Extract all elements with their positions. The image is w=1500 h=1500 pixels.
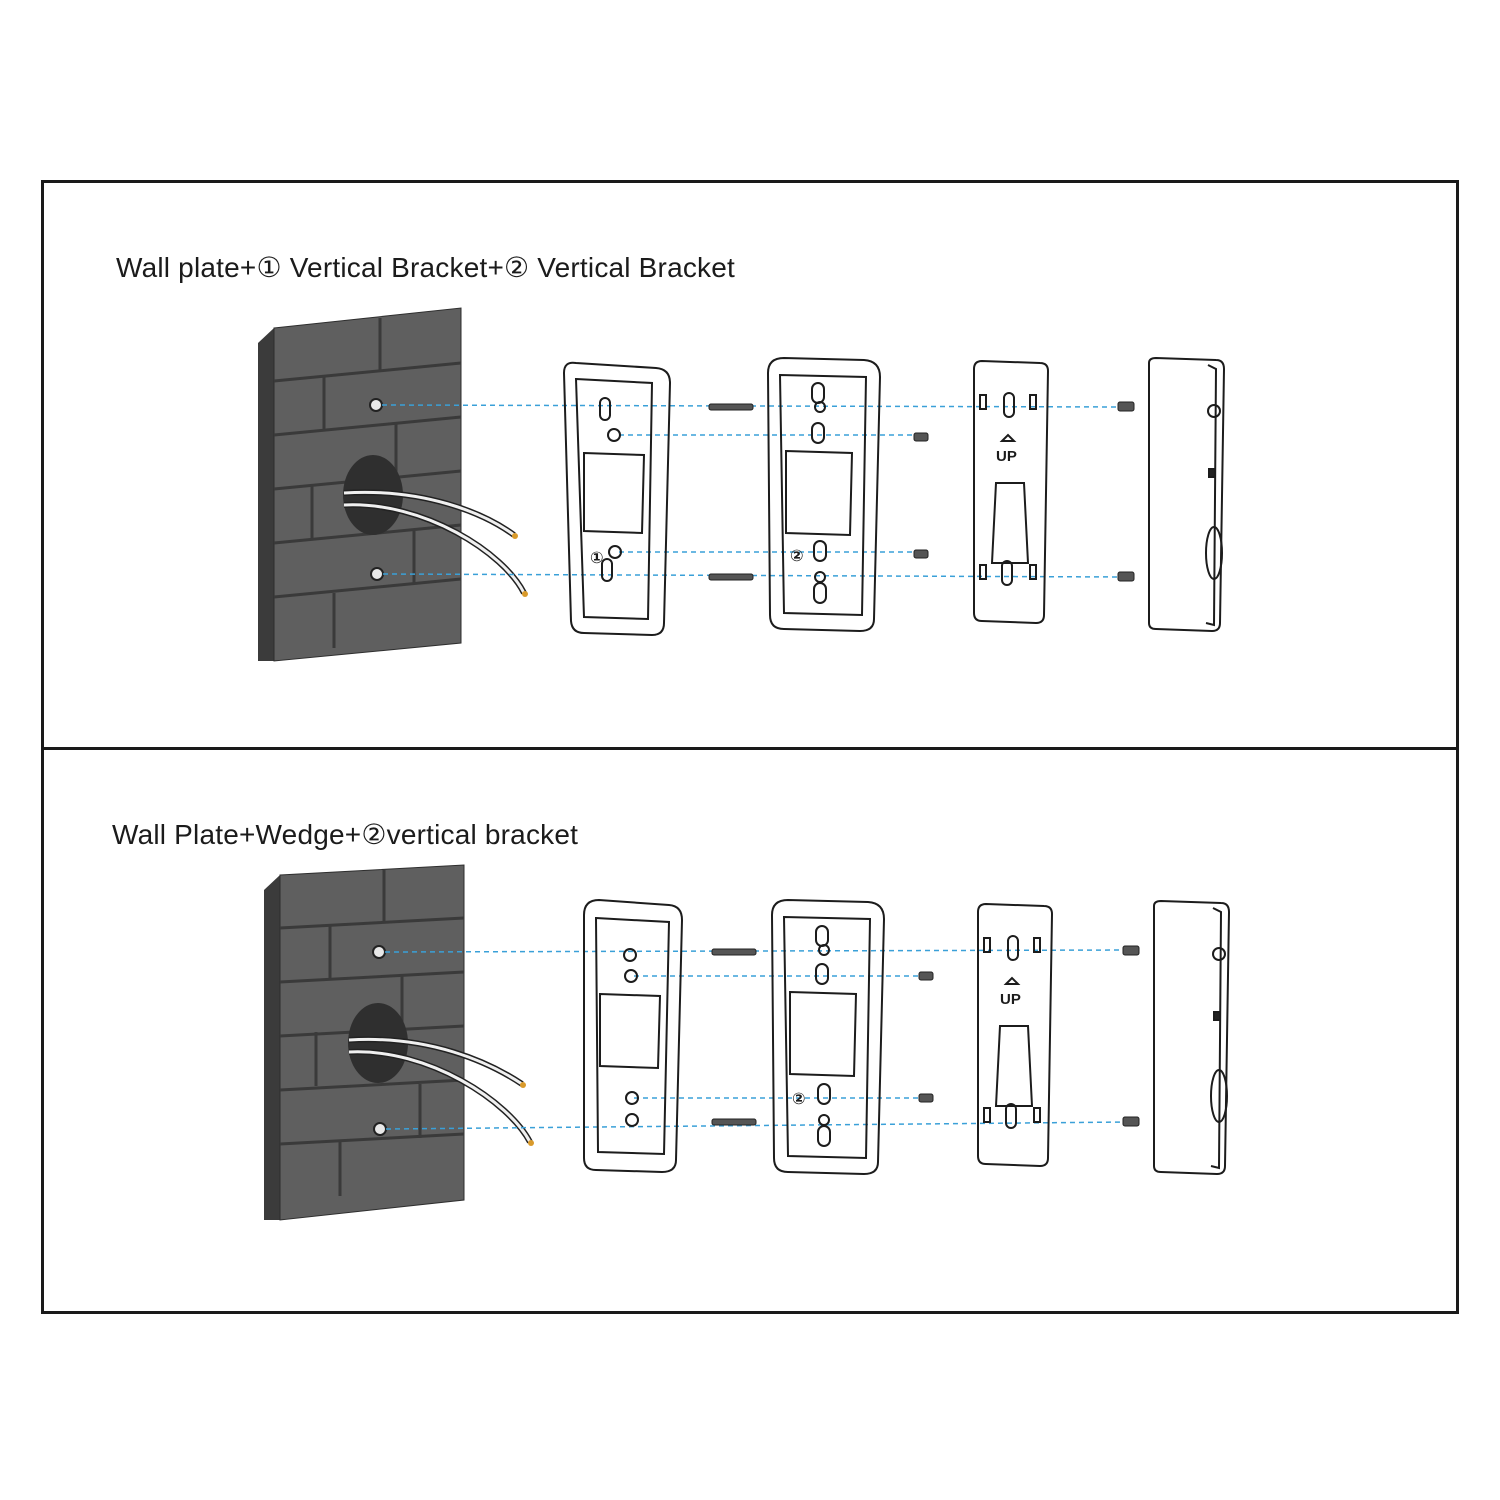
panel-vertical-brackets: [44, 183, 1456, 750]
mounting-plate: [974, 361, 1048, 623]
bracket-1-label: ①: [590, 550, 604, 567]
doorbell-device: [1149, 358, 1224, 631]
assembly-illustration: [44, 750, 1456, 1314]
assembly-illustration: [44, 183, 1456, 747]
vertical-bracket-2: [772, 900, 884, 1174]
panel-title: Wall plate+① Vertical Bracket+② Vertical Bracket: [116, 252, 736, 283]
wedge: [584, 900, 682, 1172]
mounting-plate: [978, 904, 1052, 1166]
screws: [712, 946, 1139, 1126]
up-label: UP: [996, 448, 1017, 465]
brick-wall: [264, 865, 464, 1220]
up-label: UP: [1000, 991, 1021, 1008]
bracket-2-label: ②: [792, 1091, 806, 1108]
panel-title: Wall Plate+Wedge+②vertical bracket: [112, 819, 579, 850]
brick-wall: [258, 308, 461, 661]
vertical-bracket-1: [564, 363, 670, 635]
panel-wedge: [44, 747, 1456, 1317]
vertical-bracket-2: [768, 358, 880, 631]
doorbell-device: [1154, 901, 1229, 1174]
bracket-2-label: ②: [790, 548, 804, 565]
screws: [709, 402, 1134, 581]
alignment-lines: [382, 405, 1124, 577]
diagram-frame: [41, 180, 1459, 1314]
